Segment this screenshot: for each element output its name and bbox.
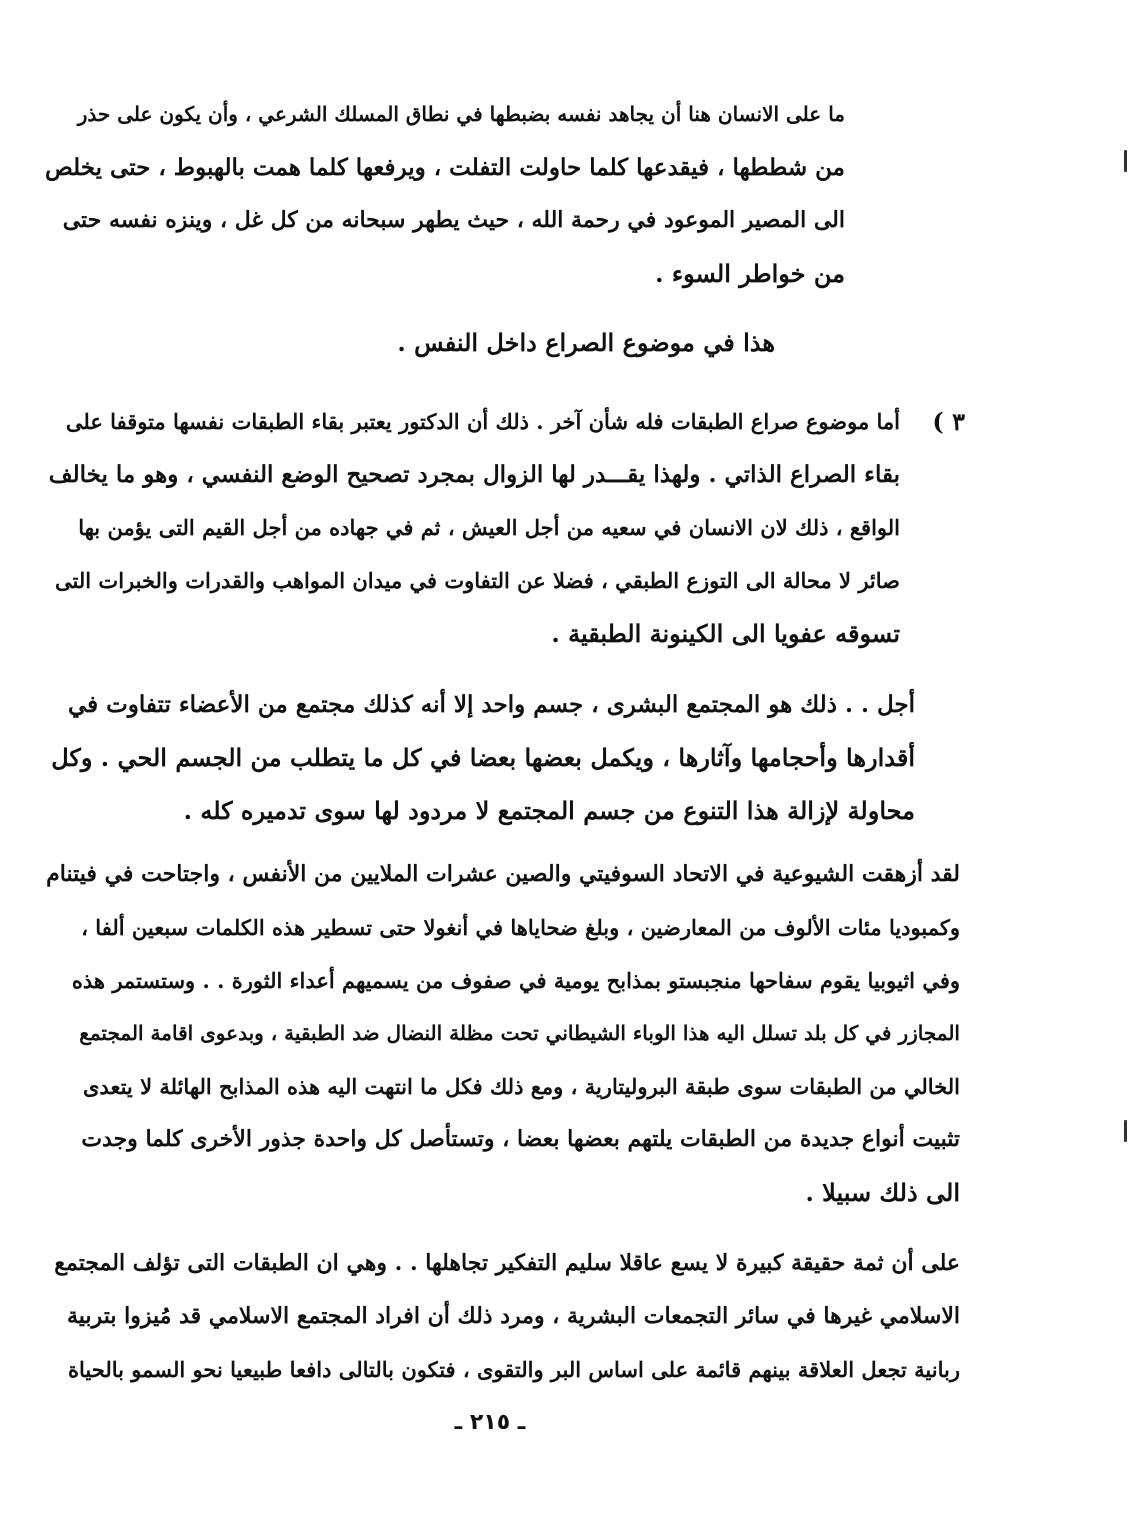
text-line: تثبيت أنواع جديدة من الطبقات يلتهم بعضها بعضا ، وتستأصل كل واحدة جذور الأخرى كلما وجدت [81,1126,960,1152]
page-number: ـ ٢١٥ ـ [454,1410,526,1435]
paragraph-2 [45,316,775,369]
item-number: ٣ ) [932,407,965,436]
text-line: على أن ثمة حقيقة كبيرة لا يسع عاقلا سليم التفكير تجاهلها . . وهي ان الطبقات التى تؤلف المجتمع [54,1250,960,1276]
text-line: ربانية تجعل العلاقة بينهم قائمة على اساس البر والتقوى ، فتكون بالتالى دافعا طبيعيا نحو السمو بالحياة [68,1357,960,1382]
text-line: لقد أزهقت الشيوعية في الاتحاد السوفيتي والصين عشرات الملايين من الأنفس ، واجتاحت في فيتنام [46,861,960,887]
scan-edge-mark [1124,150,1127,172]
text-line: أما موضوع صراع الطبقات فله شأن آخر . ذلك أن الدكتور يعتبر بقاء الطبقات نفسها متوقفا على [65,409,900,434]
text-line: الواقع ، ذلك لان الانسان في سعيه من أجل العيش ، ثم في جهاده من أجل القيم التى يؤمن بها [78,515,900,540]
text-line: الخالي من الطبقات سوى طبقة البروليتارية ، ومع ذلك فكل ما انتهت اليه هذه المذابح الهائلة لا يتعدى [83,1074,960,1099]
text-line: وكمبوديا مئات الألوف من المعارضين ، وبلغ ضحاياها في أنغولا حتى تسطير هذه الكلمات سبعين ألفا ، [81,915,960,940]
paragraph-4 [45,678,915,837]
text-line: تسوقه عفويا الى الكينونة الطبقية . [551,619,900,648]
text-line: بقاء الصراع الذاتي . ولهذا يقـــدر لها الزوال بمجرد تصحيح الوضع النفسي ، وهو ما يخالف [48,461,900,488]
text-line: ما على الانسان هنا أن يجاهد نفسه بضبطها في نطاق المسلك الشرعي ، وأن يكون على حذر [77,102,845,126]
text-line: من خواطر السوء . [655,259,845,288]
text-line: صائر لا محالة الى التوزع الطبقي ، فضلا عن التفاوت في ميدان المواهب والقدرات والخبرات التى [55,568,900,593]
text-line: أقدارها وأحجامها وآثارها ، ويكمل بعضها بعضا في كل ما يتطلب من الجسم الحي . وكل [51,743,915,772]
text-line: الى ذلك سبيلا . [805,1178,960,1207]
text-line: الاسلامي غيرها في سائر التجمعات البشرية ، ومرد ذلك أن افراد المجتمع الاسلامي قد مُيزوا بتربية [67,1303,960,1329]
paragraph-1 [45,88,845,300]
paragraph-3 [45,395,900,660]
text-line: وفي اثيوبيا يقوم سفاحها منجبستو بمذابح يومية في صفوف من يسميهم أعداء الثورة . . وستستمر هذه [71,968,960,993]
text-line: من شططها ، فيقدعها كلما حاولت التفلت ، ويرفعها كلما همت بالهبوط ، حتى يخلص [45,154,845,181]
scan-edge-mark [1124,1120,1127,1142]
paragraph-5 [45,848,960,1219]
text-line: المجازر في كل بلد تسلل اليه هذا الوباء الشيطاني تحت مظلة النضال ضد الطبقية ، وبدعوى اقامة المجتمع [79,1021,960,1045]
text-line: أجل . . ذلك هو المجتمع البشرى ، جسم واحد إلا أنه كذلك مجتمع من الأعضاء تتفاوت في [67,691,915,718]
text-line: الى المصير الموعود في رحمة الله ، حيث يطهر سبحانه من كل غل ، وينزه نفسه حتى [62,207,845,233]
text-line: محاولة لإزالة هذا التنوع من جسم المجتمع لا مردود لها سوى تدميره كله . [183,796,915,825]
text-line: هذا في موضوع الصراع داخل النفس . [397,328,775,357]
paragraph-6 [45,1237,960,1396]
